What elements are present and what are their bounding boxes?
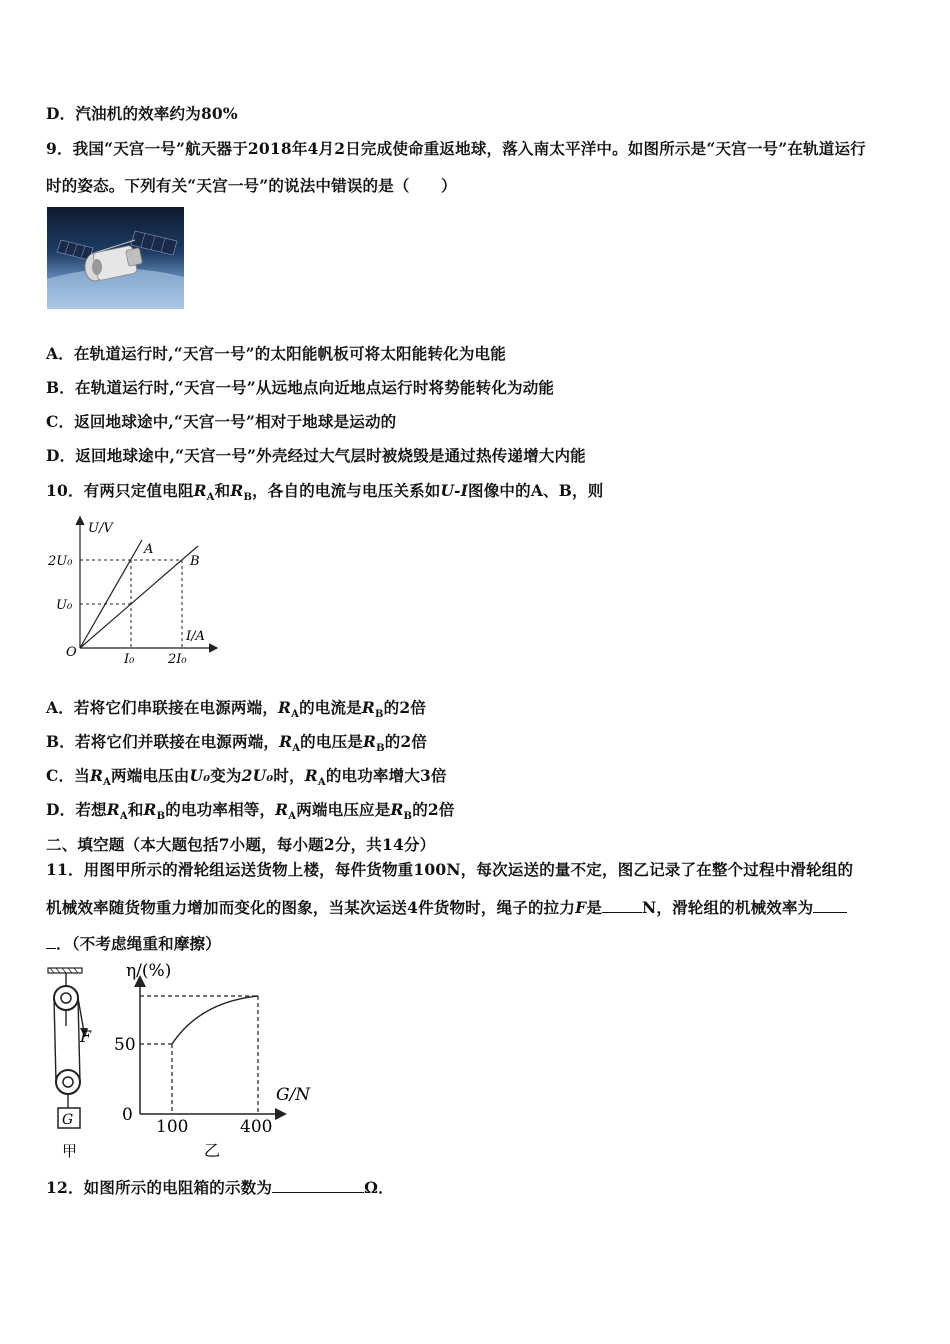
answer-blank-efficiency[interactable] <box>813 898 847 913</box>
sub-a: A <box>317 777 326 789</box>
line-b <box>80 546 198 648</box>
q10-option-b <box>46 730 427 754</box>
q8-option-d: D．汽油机的效率约为80% <box>46 104 238 123</box>
q10-num: 10．有两只定值电阻 <box>46 481 194 500</box>
sub-b: B <box>375 709 384 721</box>
sub-b: B <box>376 743 385 755</box>
force-symbol: F <box>575 898 587 917</box>
text: 的电功率相等， <box>165 800 276 819</box>
r-symbol: R <box>279 732 293 751</box>
origin-label: O <box>66 645 77 660</box>
sub-b: B <box>243 492 253 504</box>
text: C．当 <box>46 766 90 785</box>
text: 的2倍 <box>412 800 455 819</box>
r-symbol: R <box>89 766 104 785</box>
x-tick-2i0: 2I₀ <box>168 652 187 667</box>
force-label: F <box>80 1027 92 1046</box>
text: 的2倍 <box>383 698 427 717</box>
text: 两端电压由 <box>111 766 190 785</box>
q11-line2 <box>46 896 847 918</box>
x-tick-400: 400 <box>240 1117 273 1137</box>
r-symbol: R <box>361 698 375 717</box>
text: Ω． <box>364 1178 394 1197</box>
r-symbol: R <box>362 732 377 751</box>
r-symbol: R <box>230 481 244 500</box>
sub-a: A <box>103 777 111 789</box>
text: 的2倍 <box>384 732 428 751</box>
y-axis-label: η/(%) <box>126 961 172 981</box>
weight-label: G <box>62 1112 74 1128</box>
caption-yi: 乙 <box>204 1141 221 1160</box>
tiangong-photo <box>47 207 184 309</box>
text: 时， <box>273 766 305 785</box>
x-axis-label: I/A <box>186 629 205 644</box>
section2-heading: 二、填空题（本大题包括7小题，每小题2分，共14分） <box>46 835 436 854</box>
origin-label: 0 <box>122 1105 133 1125</box>
text: 变为 <box>210 766 242 785</box>
line-a-label: A <box>144 542 154 557</box>
text: 12．如图所示的电阻箱的示数为 <box>46 1178 273 1197</box>
q9-stem-line2: 时的姿态。下列有关“天宫一号”的说法中错误的是（ ） <box>46 176 457 195</box>
text: B．若将它们并联接在电源两端， <box>46 732 280 751</box>
q12-stem <box>46 1176 394 1198</box>
2u0-symbol: 2U₀ <box>241 766 274 785</box>
q10-stem <box>46 479 603 503</box>
text: 的电功率增大3倍 <box>325 766 447 785</box>
q10-option-d <box>46 798 455 822</box>
sub-a: A <box>119 811 128 823</box>
q11-line3 <box>46 932 221 954</box>
q10-mid: ，各自的电流与电压关系如 <box>252 481 441 500</box>
text: A．若将它们串联接在电源两端， <box>46 698 279 717</box>
sub-b: B <box>156 811 166 823</box>
y-tick-2u0: 2U₀ <box>48 554 73 569</box>
q9-option-b: B．在轨道运行时,“天宫一号”从远地点向近地点运行时将势能转化为动能 <box>46 378 555 397</box>
q10-tail: 图像中的A、B，则 <box>468 481 604 500</box>
text: N，滑轮组的机械效率为 <box>642 898 814 917</box>
text: 的电压是 <box>300 732 363 751</box>
q11-line1: 11．用图甲所示的滑轮组运送货物上楼，每件货物重100N，每次运送的量不定，图乙记录了在整个过程中滑轮组的 <box>46 860 854 879</box>
line-b-label: B <box>190 554 200 569</box>
q10-and: 和 <box>214 481 231 500</box>
r-symbol: R <box>275 800 289 819</box>
text: 机械效率随货物重力增加而变化的图象，当某次运送4件货物时，绳子的拉力 <box>46 898 576 917</box>
q9-option-d: D．返回地球途中,“天宫一号”外壳经过大气层时被烧毁是通过热传递增大内能 <box>46 446 586 465</box>
y-axis-label: U/V <box>88 521 113 536</box>
answer-blank-efficiency-cont[interactable] <box>46 934 56 949</box>
text: 是 <box>586 898 603 917</box>
q9-option-c: C．返回地球途中,“天宫一号”相对于地球是运动的 <box>46 412 397 431</box>
q9-stem-line1: 9．我国“天宫一号”航天器于2018年4月2日完成使命重返地球，落入南太平洋中。如图所示是“天宫一号”在轨道运行 <box>46 139 866 158</box>
y-tick-u0: U₀ <box>56 598 73 613</box>
answer-blank-resistance[interactable] <box>272 1178 364 1193</box>
r-symbol: R <box>193 481 207 500</box>
sub-a: A <box>206 492 215 504</box>
q10-ui-graph <box>44 510 224 672</box>
text: ．（不考虑绳重和摩擦） <box>56 934 221 953</box>
x-tick-i0: I₀ <box>124 652 135 667</box>
answer-blank-force[interactable] <box>602 898 642 913</box>
caption-jia: 甲 <box>62 1142 78 1160</box>
sub-a: A <box>291 709 300 721</box>
r-symbol: R <box>390 800 404 819</box>
x-tick-100: 100 <box>156 1117 189 1137</box>
line-a <box>80 540 142 648</box>
text: D．若想 <box>46 800 107 819</box>
sub-b: B <box>403 811 413 823</box>
r-symbol: R <box>278 698 292 717</box>
r-symbol: R <box>106 800 120 819</box>
text: 的电流是 <box>299 698 362 717</box>
u0-symbol: U₀ <box>189 766 211 785</box>
sub-a: A <box>288 811 297 823</box>
text: 和 <box>127 800 144 819</box>
sub-a: A <box>292 743 301 755</box>
pulley-figure <box>44 964 104 1164</box>
efficiency-curve <box>172 996 258 1044</box>
r-symbol: R <box>304 766 318 785</box>
x-axis-label: G/N <box>276 1085 311 1105</box>
y-tick-50: 50 <box>114 1035 136 1055</box>
efficiency-graph <box>104 960 324 1164</box>
q10-option-c <box>46 764 447 788</box>
r-symbol: R <box>143 800 157 819</box>
q10-option-a <box>46 696 426 720</box>
ui-symbol: U-I <box>440 481 469 500</box>
text: 两端电压应是 <box>296 800 391 819</box>
q9-option-a: A．在轨道运行时,“天宫一号”的太阳能帆板可将太阳能转化为电能 <box>46 344 506 363</box>
